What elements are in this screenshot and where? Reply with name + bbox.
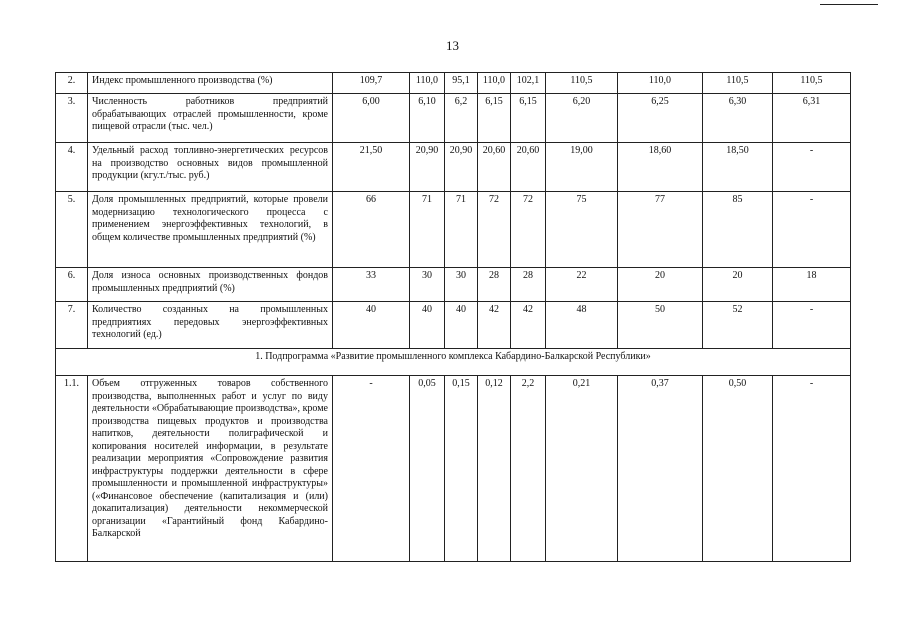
value-cell: 110,5 — [773, 73, 851, 94]
row-number: 1.1. — [56, 376, 88, 562]
value-cell: 22 — [546, 268, 618, 302]
value-cell: 71 — [410, 192, 445, 268]
table-row — [56, 268, 851, 302]
value-cell: 6,15 — [511, 94, 546, 143]
value-cell: 0,37 — [618, 376, 703, 562]
table-row — [56, 94, 851, 143]
value-cell: 40 — [333, 302, 410, 349]
value-cell: 0,05 — [410, 376, 445, 562]
value-cell: 110,5 — [546, 73, 618, 94]
value-cell: 6,2 — [445, 94, 478, 143]
value-cell: 72 — [478, 192, 511, 268]
value-cell: 30 — [445, 268, 478, 302]
value-cell: 72 — [511, 192, 546, 268]
value-cell: 28 — [478, 268, 511, 302]
value-cell: 110,0 — [618, 73, 703, 94]
value-cell: 0,21 — [546, 376, 618, 562]
value-cell: 40 — [445, 302, 478, 349]
value-cell: 95,1 — [445, 73, 478, 94]
value-cell: - — [773, 192, 851, 268]
value-cell: 42 — [478, 302, 511, 349]
value-cell: 6,25 — [618, 94, 703, 143]
indicator-description: Численность работников предприятий обрабатывающих отраслей промышленности, кроме пищевой отрасли (тыс. чел.) — [88, 94, 333, 143]
subprogram-title: 1. Подпрограмма «Развитие промышленного комплекса Кабардино-Балкарской Республики» — [56, 349, 851, 376]
value-cell: 6,10 — [410, 94, 445, 143]
indicator-description: Объем отгруженных товаров собственного производства, выполненных работ и услуг по виду деятельности «Обрабатывающие производства», кроме производства пищевых продуктов и производства напитков, деятельности полиграфической и копирования носителей информации, в результате реализации мероприятия «Сопровождение развития инфраструктуры поддержки деятельности в сфере промышленности и промышленной инфраструктуры» («Финансовое обеспечение (капитализация и (или) докапитализация) деятельности некоммерческой организации «Гарантийный фонд Кабардино-Балкарской — [88, 376, 333, 562]
value-cell: 18 — [773, 268, 851, 302]
value-cell: 20,90 — [445, 143, 478, 192]
indicator-description: Удельный расход топливно-энергетических ресурсов на производство основных видов промышленной продукции (кгу.т./тыс. руб.) — [88, 143, 333, 192]
value-cell: 71 — [445, 192, 478, 268]
value-cell: 21,50 — [333, 143, 410, 192]
row-number: 3. — [56, 94, 88, 143]
value-cell: 0,50 — [703, 376, 773, 562]
value-cell: 30 — [410, 268, 445, 302]
value-cell: 0,15 — [445, 376, 478, 562]
value-cell: 50 — [618, 302, 703, 349]
value-cell: 66 — [333, 192, 410, 268]
value-cell: 6,31 — [773, 94, 851, 143]
section-header-row — [56, 349, 851, 376]
value-cell: 48 — [546, 302, 618, 349]
value-cell: 19,00 — [546, 143, 618, 192]
indicators-table — [55, 72, 851, 562]
row-number: 5. — [56, 192, 88, 268]
value-cell: 18,60 — [618, 143, 703, 192]
indicator-description: Количество созданных на промышленных предприятиях передовых энергоэффективных технологий (ед.) — [88, 302, 333, 349]
value-cell: 6,15 — [478, 94, 511, 143]
row-number: 4. — [56, 143, 88, 192]
table-row — [56, 302, 851, 349]
table-row — [56, 192, 851, 268]
value-cell: 20,60 — [511, 143, 546, 192]
value-cell: 102,1 — [511, 73, 546, 94]
indicator-description: Доля промышленных предприятий, которые провели модернизацию технологического процесса с применением энергоэффективных технологий, в общем количестве промышленных предприятий (%) — [88, 192, 333, 268]
page-number: 13 — [446, 38, 459, 53]
value-cell: 110,5 — [703, 73, 773, 94]
value-cell: 40 — [410, 302, 445, 349]
value-cell: 42 — [511, 302, 546, 349]
value-cell: 0,12 — [478, 376, 511, 562]
value-cell: 6,20 — [546, 94, 618, 143]
value-cell: - — [773, 302, 851, 349]
value-cell: 28 — [511, 268, 546, 302]
row-number: 2. — [56, 73, 88, 94]
value-cell: 109,7 — [333, 73, 410, 94]
value-cell: 52 — [703, 302, 773, 349]
value-cell: 20 — [618, 268, 703, 302]
value-cell: 6,30 — [703, 94, 773, 143]
value-cell: - — [773, 143, 851, 192]
value-cell: 110,0 — [478, 73, 511, 94]
value-cell: 85 — [703, 192, 773, 268]
value-cell: 77 — [618, 192, 703, 268]
value-cell: 2,2 — [511, 376, 546, 562]
value-cell: 20,90 — [410, 143, 445, 192]
row-number: 6. — [56, 268, 88, 302]
indicator-description: Индекс промышленного производства (%) — [88, 73, 333, 94]
value-cell: 75 — [546, 192, 618, 268]
value-cell: 6,00 — [333, 94, 410, 143]
value-cell: - — [773, 376, 851, 562]
value-cell: 18,50 — [703, 143, 773, 192]
row-number: 7. — [56, 302, 88, 349]
value-cell: - — [333, 376, 410, 562]
corner-line-mark — [820, 0, 878, 5]
value-cell: 20,60 — [478, 143, 511, 192]
table-row — [56, 73, 851, 94]
indicator-description: Доля износа основных производственных фондов промышленных предприятий (%) — [88, 268, 333, 302]
value-cell: 110,0 — [410, 73, 445, 94]
value-cell: 20 — [703, 268, 773, 302]
value-cell: 33 — [333, 268, 410, 302]
table-row — [56, 143, 851, 192]
table-row — [56, 376, 851, 562]
